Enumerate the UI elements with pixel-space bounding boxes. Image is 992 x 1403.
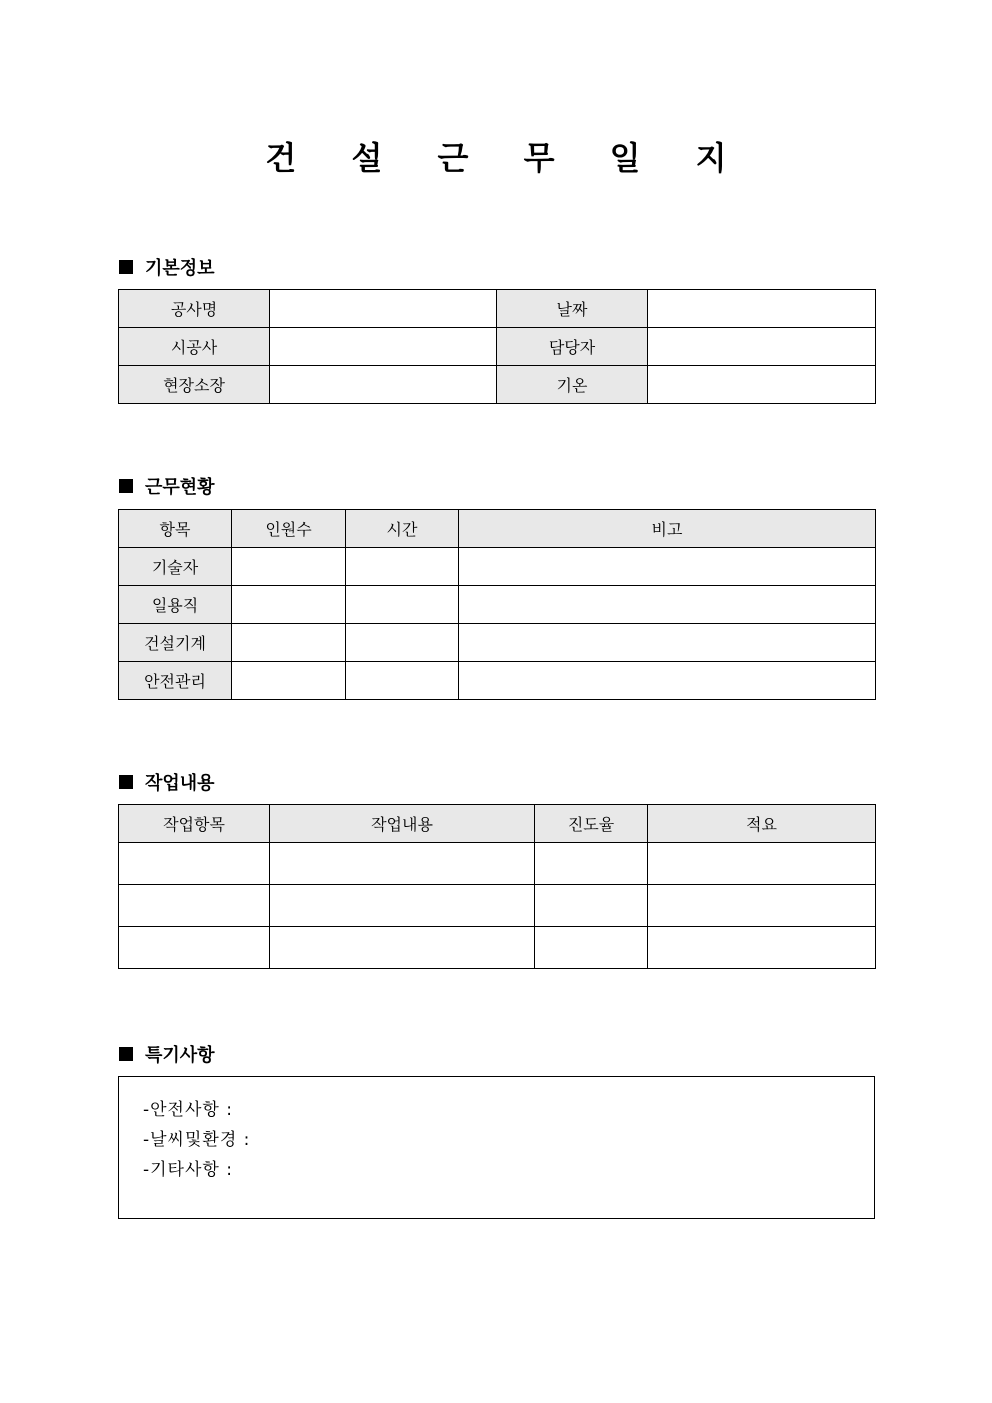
work-detail-cell[interactable]: [270, 843, 535, 885]
remarks-box[interactable]: [118, 1076, 875, 1219]
hours-cell[interactable]: [346, 586, 459, 624]
label-date: 날짜: [497, 290, 648, 328]
label-project-name: 공사명: [119, 290, 270, 328]
hours-cell[interactable]: [346, 662, 459, 700]
summary-cell[interactable]: [648, 927, 876, 969]
work-item-cell[interactable]: [119, 885, 270, 927]
header-note: 비고: [459, 510, 876, 548]
progress-cell[interactable]: [535, 927, 648, 969]
row-label-engineer: 기술자: [119, 548, 232, 586]
table-row: [119, 927, 876, 969]
contractor-field[interactable]: [270, 328, 497, 366]
table-header-row: [119, 805, 876, 843]
square-bullet-icon: [119, 1047, 133, 1061]
progress-cell[interactable]: [535, 885, 648, 927]
square-bullet-icon: [119, 260, 133, 274]
remark-other: -기타사항 :: [143, 1160, 233, 1180]
headcount-cell[interactable]: [232, 586, 346, 624]
label-contractor: 시공사: [119, 328, 270, 366]
remark-safety: -안전사항 :: [143, 1100, 233, 1120]
hours-cell[interactable]: [346, 624, 459, 662]
work-detail-cell[interactable]: [270, 885, 535, 927]
header-work-detail: 작업내용: [270, 805, 535, 843]
work-content-table: [118, 804, 876, 969]
basic-info-table: [118, 289, 876, 404]
section-heading-work-status: [119, 473, 215, 499]
note-cell[interactable]: [459, 662, 876, 700]
hours-cell[interactable]: [346, 548, 459, 586]
table-row: [119, 885, 876, 927]
headcount-cell[interactable]: [232, 548, 346, 586]
header-item: 항목: [119, 510, 232, 548]
summary-cell[interactable]: [648, 885, 876, 927]
table-header-row: [119, 510, 876, 548]
table-row: [119, 548, 876, 586]
header-headcount: 인원수: [232, 510, 346, 548]
table-row: [119, 586, 876, 624]
row-label-equipment: 건설기계: [119, 624, 232, 662]
row-label-daily-worker: 일용직: [119, 586, 232, 624]
section-title: 근무현황: [145, 477, 215, 498]
section-heading-work-content: [119, 769, 215, 795]
header-work-item: 작업항목: [119, 805, 270, 843]
remark-weather: -날씨및환경 :: [143, 1130, 251, 1150]
label-temperature: 기온: [497, 366, 648, 404]
work-detail-cell[interactable]: [270, 927, 535, 969]
manager-field[interactable]: [648, 328, 876, 366]
table-row: [119, 328, 876, 366]
header-hours: 시간: [346, 510, 459, 548]
header-summary: 적요: [648, 805, 876, 843]
table-row: [119, 843, 876, 885]
note-cell[interactable]: [459, 548, 876, 586]
summary-cell[interactable]: [648, 843, 876, 885]
square-bullet-icon: [119, 775, 133, 789]
work-item-cell[interactable]: [119, 843, 270, 885]
note-cell[interactable]: [459, 624, 876, 662]
headcount-cell[interactable]: [232, 662, 346, 700]
section-title: 작업내용: [145, 773, 215, 794]
header-progress: 진도율: [535, 805, 648, 843]
table-row: [119, 624, 876, 662]
table-row: [119, 662, 876, 700]
date-field[interactable]: [648, 290, 876, 328]
work-status-table: [118, 509, 876, 700]
work-item-cell[interactable]: [119, 927, 270, 969]
note-cell[interactable]: [459, 586, 876, 624]
project-name-field[interactable]: [270, 290, 497, 328]
headcount-cell[interactable]: [232, 624, 346, 662]
temperature-field[interactable]: [648, 366, 876, 404]
page-title: 건 설 근 무 일 지: [265, 139, 749, 177]
progress-cell[interactable]: [535, 843, 648, 885]
label-site-director: 현장소장: [119, 366, 270, 404]
section-title: 특기사항: [145, 1045, 215, 1066]
table-row: [119, 366, 876, 404]
square-bullet-icon: [119, 479, 133, 493]
site-director-field[interactable]: [270, 366, 497, 404]
table-row: [119, 290, 876, 328]
row-label-safety: 안전관리: [119, 662, 232, 700]
section-heading-remarks: [119, 1041, 215, 1067]
section-title: 기본정보: [145, 258, 215, 279]
label-manager: 담당자: [497, 328, 648, 366]
section-heading-basic: [119, 254, 215, 280]
